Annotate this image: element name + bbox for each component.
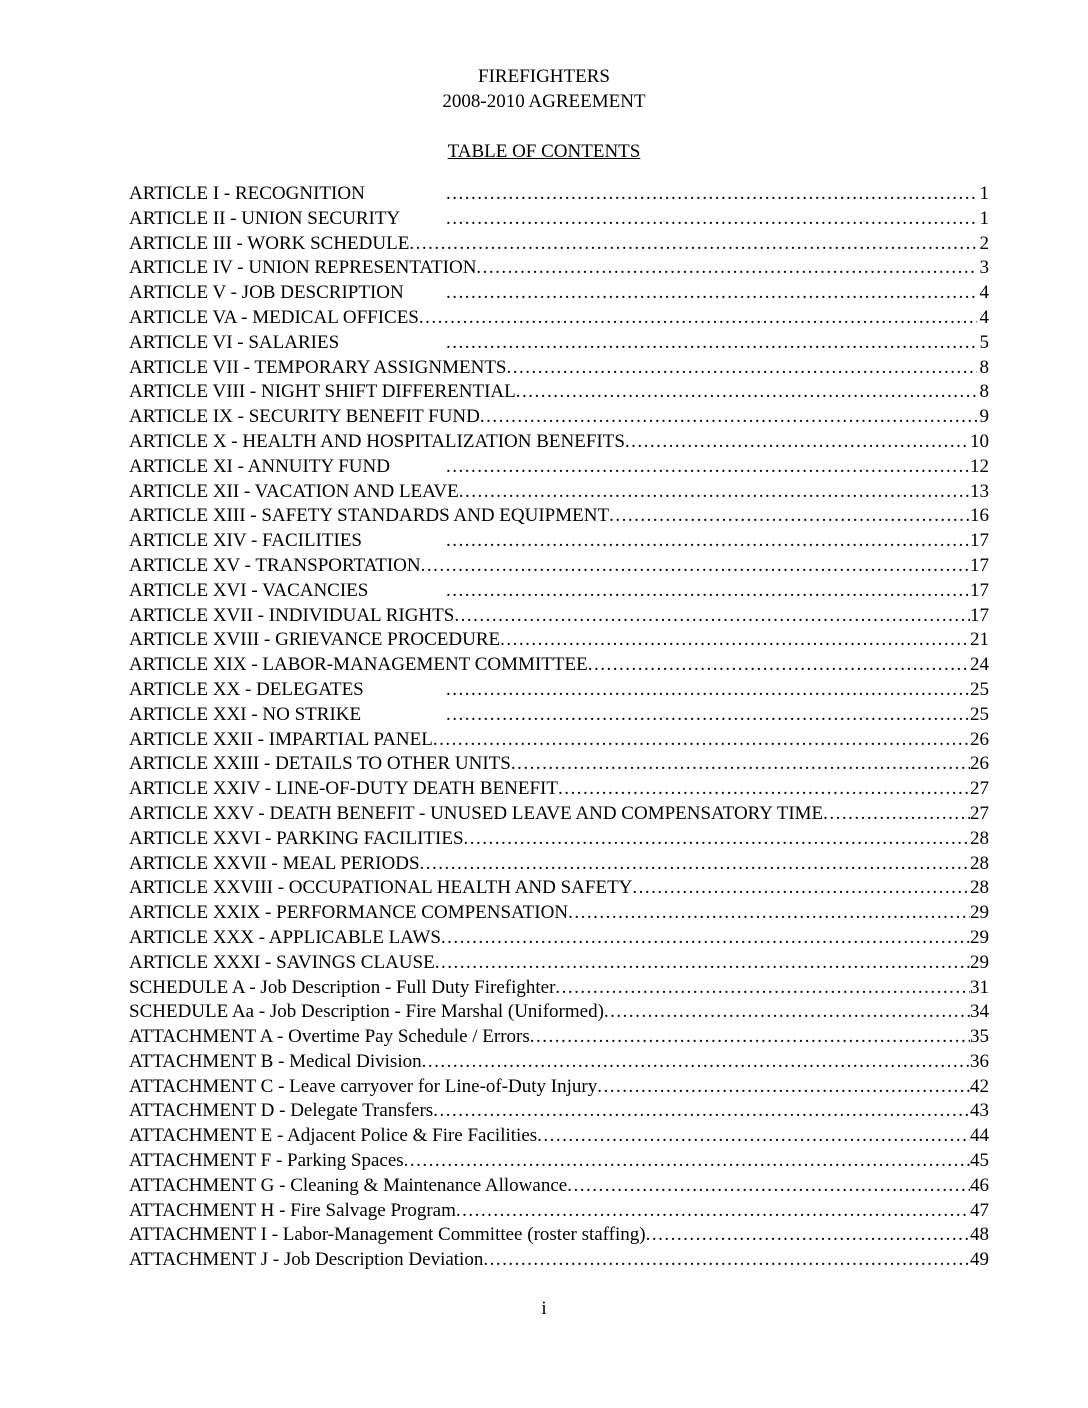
- toc-entry: [129, 306, 989, 331]
- toc-entry-page: 3: [979, 257, 989, 279]
- toc-entry-title: ARTICLE XIX - LABOR-MANAGEMENT COMMITTEE: [129, 654, 588, 676]
- dot-leader: [507, 356, 978, 381]
- toc-entry-title: ARTICLE X - HEALTH AND HOSPITALIZATION BENEFITS: [129, 430, 625, 452]
- toc-entry-page: 49: [970, 1249, 989, 1271]
- toc-entry-title: ATTACHMENT E - Adjacent Police & Fire Facilities: [129, 1125, 538, 1147]
- dot-leader: [459, 480, 970, 505]
- dot-leader: [588, 653, 970, 678]
- toc-entry-title: ARTICLE XI - ANNUITY FUND: [129, 455, 390, 477]
- toc-entry-page: 29: [970, 902, 989, 924]
- toc-entry-title: ARTICLE XX - DELEGATES: [129, 678, 364, 700]
- toc-entry: [129, 827, 989, 852]
- toc-entry: [129, 777, 989, 802]
- dot-leader: [516, 380, 977, 405]
- toc-entry-page: 9: [979, 406, 989, 428]
- toc-entry-title: ARTICLE XVIII - GRIEVANCE PROCEDURE: [129, 629, 501, 651]
- dot-leader: [646, 1223, 970, 1248]
- toc-entry: [129, 926, 989, 951]
- toc-entry-page: 8: [979, 381, 989, 403]
- dot-leader: [625, 430, 970, 455]
- dot-leader: [555, 976, 970, 1001]
- dot-leader: [435, 951, 970, 976]
- toc-entry-title: ARTICLE IX - SECURITY BENEFIT FUND: [129, 406, 480, 428]
- toc-entry-page: 31: [970, 976, 989, 998]
- toc-entry-title: ATTACHMENT G - Cleaning & Maintenance Allowance: [129, 1174, 568, 1196]
- toc-entry-page: 13: [970, 480, 989, 502]
- toc-entry-page: 26: [970, 753, 989, 775]
- toc-entry: [129, 281, 989, 306]
- dot-leader: [446, 281, 977, 306]
- dot-leader: [433, 1099, 970, 1124]
- toc-entry: [129, 1075, 989, 1100]
- toc-entry: [129, 356, 989, 381]
- toc-entry: [129, 1199, 989, 1224]
- toc-entry-title: ARTICLE XVII - INDIVIDUAL RIGHTS: [129, 604, 455, 626]
- toc-entry-title: ARTICLE XXV - DEATH BENEFIT - UNUSED LEAVE AND COMPENSATORY TIME: [129, 802, 824, 824]
- toc-entry: [129, 1223, 989, 1248]
- toc-entry-title: ARTICLE XVI - VACANCIES: [129, 579, 369, 601]
- toc-entry-title: ARTICLE XIV - FACILITIES: [129, 530, 362, 552]
- toc-entry-title: ATTACHMENT A - Overtime Pay Schedule / Errors: [129, 1026, 530, 1048]
- toc-entry-title: ARTICLE XXX - APPLICABLE LAWS: [129, 926, 441, 948]
- toc-entry: [129, 901, 989, 926]
- toc-entry-page: 2: [979, 232, 989, 254]
- toc-entry: [129, 579, 989, 604]
- dot-leader: [404, 1149, 970, 1174]
- toc-entry-title: ATTACHMENT B - Medical Division: [129, 1050, 422, 1072]
- toc-entry-page: 27: [970, 802, 989, 824]
- toc-entry-page: 34: [970, 1001, 989, 1023]
- dot-leader: [568, 901, 970, 926]
- toc-entry-page: 1: [979, 183, 989, 204]
- toc-entry-title: ARTICLE XXVIII - OCCUPATIONAL HEALTH AND SAFETY: [129, 877, 633, 899]
- dot-leader: [433, 728, 970, 753]
- toc-entry-page: 35: [970, 1026, 989, 1048]
- toc-entry: [129, 976, 989, 1001]
- dot-leader: [446, 182, 977, 207]
- toc-entry: [129, 207, 989, 232]
- toc-entry-page: 25: [970, 703, 989, 725]
- toc-entry-page: 5: [979, 331, 989, 353]
- toc-entry: [129, 678, 989, 703]
- dot-leader: [597, 1075, 970, 1100]
- dot-leader: [422, 1050, 970, 1075]
- dot-leader: [604, 1000, 970, 1025]
- toc-entry-page: 46: [970, 1174, 989, 1196]
- dot-leader: [483, 1248, 970, 1273]
- toc-entry-title: ARTICLE XXIV - LINE-OF-DUTY DEATH BENEFIT: [129, 778, 558, 800]
- toc-entry: [129, 802, 989, 827]
- toc-entry: [129, 1124, 989, 1149]
- toc-entry: [129, 232, 989, 257]
- dot-leader: [441, 926, 970, 951]
- toc-entry-title: ARTICLE VI - SALARIES: [129, 331, 340, 353]
- toc-entry-title: ARTICLE VII - TEMPORARY ASSIGNMENTS: [129, 356, 507, 378]
- toc-entry-title: ARTICLE XXVI - PARKING FACILITIES: [129, 827, 464, 849]
- toc-entry-title: ATTACHMENT H - Fire Salvage Program: [129, 1199, 456, 1221]
- dot-leader: [464, 827, 970, 852]
- toc-entry-title: ARTICLE IV - UNION REPRESENTATION: [129, 257, 477, 279]
- toc-entry: [129, 604, 989, 629]
- toc-entry-page: 17: [970, 579, 989, 601]
- toc-entry-page: 17: [970, 604, 989, 626]
- toc-entry: [129, 529, 989, 554]
- dot-leader: [446, 703, 970, 728]
- dot-leader: [446, 579, 970, 604]
- dot-leader: [632, 876, 970, 901]
- toc-entry: [129, 876, 989, 901]
- dot-leader: [609, 504, 970, 529]
- dot-leader: [419, 306, 977, 331]
- toc-heading: TABLE OF CONTENTS: [447, 141, 641, 162]
- toc-entry: [129, 1000, 989, 1025]
- toc-entry: [129, 1174, 989, 1199]
- toc-entry: [129, 331, 989, 356]
- toc-entry-page: 42: [970, 1075, 989, 1097]
- document-title: FIREFIGHTERS: [478, 66, 610, 87]
- dot-leader: [454, 604, 970, 629]
- toc-entry: [129, 752, 989, 777]
- toc-entry-page: 4: [979, 306, 989, 328]
- toc-entry-page: 36: [970, 1050, 989, 1072]
- dot-leader: [823, 802, 970, 827]
- toc-entry-page: 45: [970, 1150, 989, 1172]
- toc-entry-title: ARTICLE XIII - SAFETY STANDARDS AND EQUIPMENT: [129, 505, 610, 527]
- toc-entry-page: 4: [979, 282, 989, 304]
- toc-entry: [129, 1149, 989, 1174]
- toc-entry: [129, 852, 989, 877]
- dot-leader: [480, 405, 977, 430]
- toc-entry-page: 17: [970, 554, 989, 576]
- toc-entry-title: ARTICLE XXXI - SAVINGS CLAUSE: [129, 951, 435, 973]
- toc-entry-title: ARTICLE XXIII - DETAILS TO OTHER UNITS: [129, 753, 511, 775]
- toc-entry-title: ARTICLE VA - MEDICAL OFFICES: [129, 306, 419, 328]
- toc-entry-title: ARTICLE XXVII - MEAL PERIODS: [129, 852, 420, 874]
- toc-entry-title: SCHEDULE Aa - Job Description - Fire Marshal (Uniformed): [129, 1001, 604, 1023]
- dot-leader: [446, 331, 977, 356]
- agreement-subtitle: 2008-2010 AGREEMENT: [442, 91, 646, 112]
- toc-entry-page: 28: [970, 827, 989, 849]
- toc-entry-title: ARTICLE V - JOB DESCRIPTION: [129, 282, 404, 304]
- toc-entry-page: 27: [970, 778, 989, 800]
- toc-entry: [129, 628, 989, 653]
- toc-entry: [129, 430, 989, 455]
- toc-entry-title: ARTICLE XII - VACATION AND LEAVE: [129, 480, 459, 502]
- dot-leader: [409, 232, 977, 257]
- toc-entry-page: 16: [970, 505, 989, 527]
- toc-entry-page: 25: [970, 678, 989, 700]
- dot-leader: [500, 628, 970, 653]
- dot-leader: [476, 256, 977, 281]
- dot-leader: [446, 455, 970, 480]
- toc-entry: [129, 455, 989, 480]
- toc-entry-title: ARTICLE III - WORK SCHEDULE: [129, 232, 410, 254]
- dot-leader: [511, 752, 970, 777]
- toc-entry-title: ARTICLE XV - TRANSPORTATION: [129, 554, 421, 576]
- toc-entry: [129, 951, 989, 976]
- toc-entry-title: ARTICLE XXIX - PERFORMANCE COMPENSATION: [129, 902, 569, 924]
- toc-entry: [129, 1025, 989, 1050]
- toc-entry-page: 28: [970, 852, 989, 874]
- toc-entry-page: 28: [970, 877, 989, 899]
- toc-entry-page: 10: [970, 430, 989, 452]
- toc-entry-title: ATTACHMENT J - Job Description Deviation: [129, 1249, 484, 1271]
- toc-entry: [129, 653, 989, 678]
- toc-entry-title: ATTACHMENT I - Labor-Management Committee (roster staffing): [129, 1224, 646, 1246]
- table-of-contents: [129, 182, 989, 1273]
- toc-entry-page: 29: [970, 951, 989, 973]
- toc-entry: [129, 182, 989, 207]
- toc-entry: [129, 380, 989, 405]
- toc-entry-page: 17: [970, 530, 989, 552]
- toc-entry: [129, 405, 989, 430]
- dot-leader: [558, 777, 970, 802]
- dot-leader: [446, 207, 977, 232]
- toc-entry: [129, 1248, 989, 1273]
- toc-entry-title: ARTICLE XXI - NO STRIKE: [129, 703, 362, 725]
- toc-entry: [129, 1099, 989, 1124]
- toc-entry-page: 29: [970, 926, 989, 948]
- toc-entry-page: 44: [970, 1125, 989, 1147]
- dot-leader: [537, 1124, 970, 1149]
- toc-entry-title: SCHEDULE A - Job Description - Full Duty Firefighter: [129, 976, 556, 998]
- page-number-footer: i: [541, 1298, 547, 1319]
- toc-entry-page: 12: [970, 455, 989, 477]
- dot-leader: [446, 678, 970, 703]
- toc-entry: [129, 554, 989, 579]
- toc-entry-page: 24: [970, 654, 989, 676]
- toc-entry-page: 21: [970, 629, 989, 651]
- toc-entry-title: ATTACHMENT F - Parking Spaces: [129, 1150, 404, 1172]
- dot-leader: [530, 1025, 970, 1050]
- toc-entry: [129, 728, 989, 753]
- toc-entry-title: ARTICLE I - RECOGNITION: [129, 183, 365, 204]
- toc-entry-title: ARTICLE XXII - IMPARTIAL PANEL: [129, 728, 433, 750]
- dot-leader: [421, 554, 970, 579]
- dot-leader: [456, 1199, 970, 1224]
- toc-entry: [129, 504, 989, 529]
- dot-leader: [446, 529, 970, 554]
- toc-entry-page: 43: [970, 1100, 989, 1122]
- toc-entry-page: 26: [970, 728, 989, 750]
- toc-entry-page: 47: [970, 1199, 989, 1221]
- toc-entry-title: ATTACHMENT C - Leave carryover for Line-of-Duty Injury: [129, 1075, 598, 1097]
- toc-entry-page: 8: [979, 356, 989, 378]
- toc-entry-page: 1: [979, 207, 989, 229]
- toc-entry-title: ARTICLE II - UNION SECURITY: [129, 207, 401, 229]
- toc-entry-page: 48: [970, 1224, 989, 1246]
- dot-leader: [567, 1174, 970, 1199]
- dot-leader: [420, 852, 970, 877]
- toc-entry: [129, 256, 989, 281]
- toc-entry-title: ARTICLE VIII - NIGHT SHIFT DIFFERENTIAL: [129, 381, 516, 403]
- toc-entry: [129, 703, 989, 728]
- toc-entry: [129, 480, 989, 505]
- toc-entry-title: ATTACHMENT D - Delegate Transfers: [129, 1100, 434, 1122]
- toc-entry: [129, 1050, 989, 1075]
